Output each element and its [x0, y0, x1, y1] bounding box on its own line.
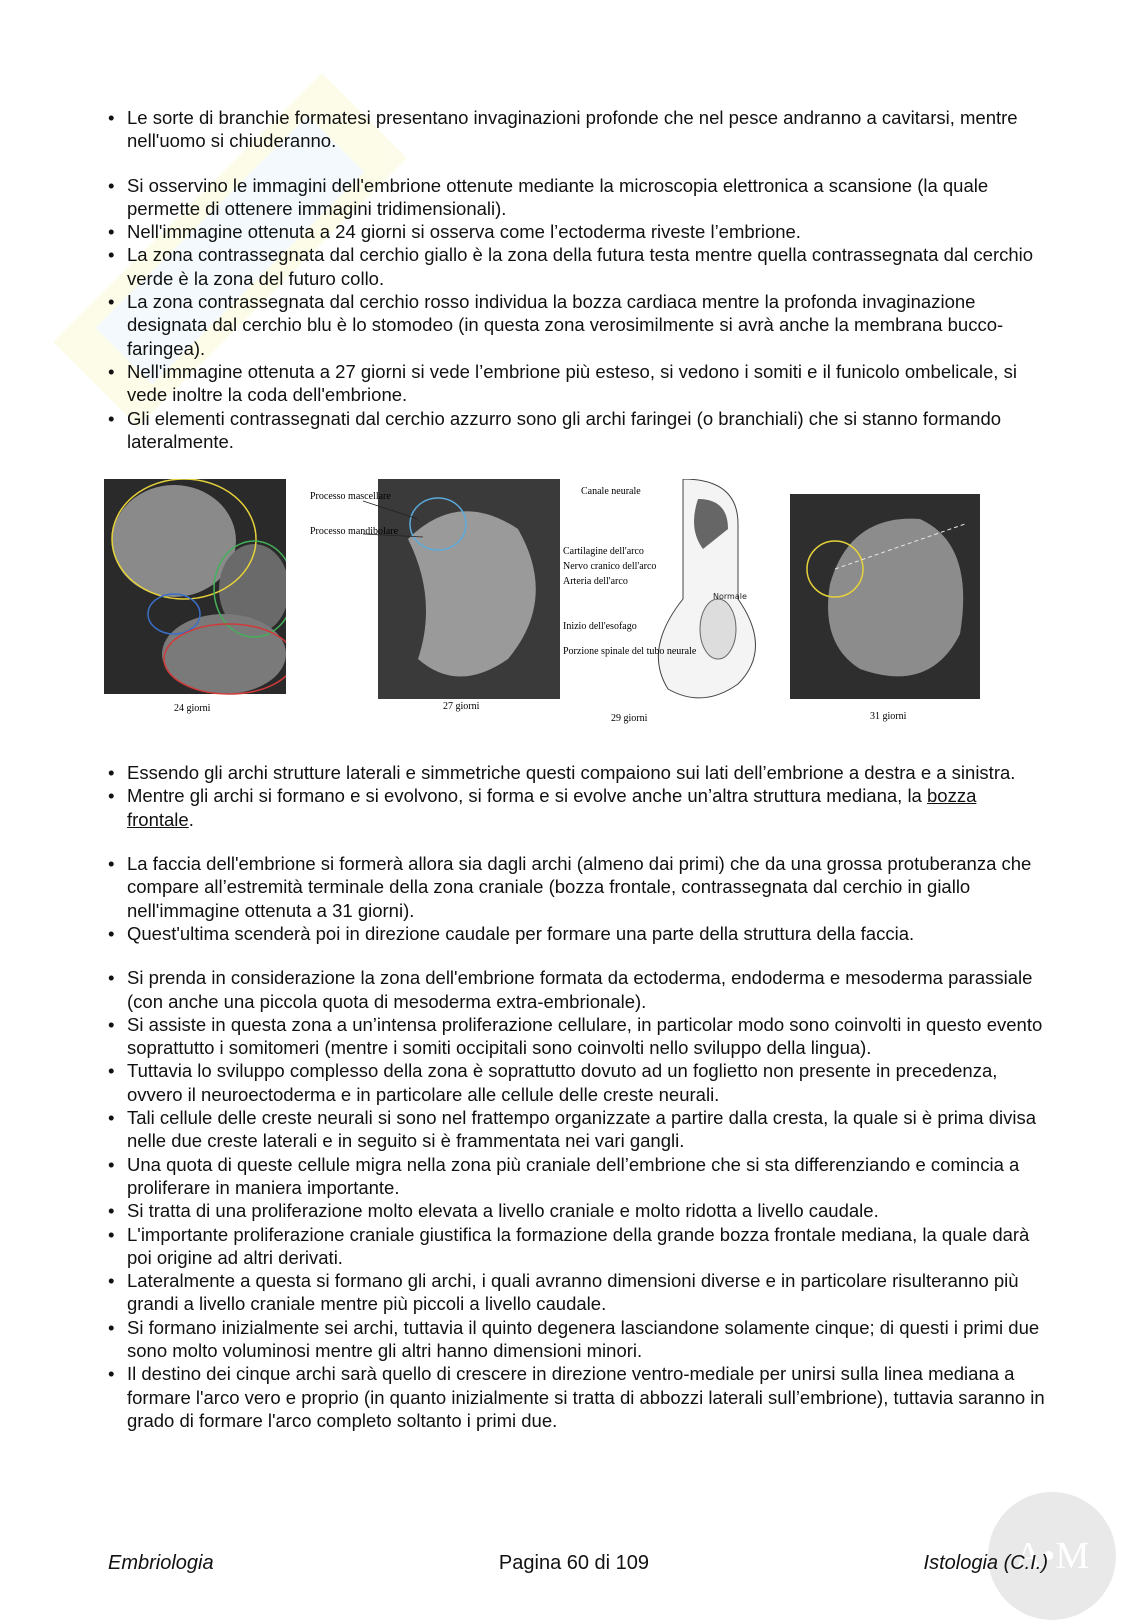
embryo-figure-strip — [108, 479, 1048, 749]
list-item: • Mentre gli archi si formano e si evolvono, si forma e si evolve anche un’altra struttura mediana, la bozza frontale. — [108, 784, 1048, 831]
label-canale-neurale: Canale neurale — [581, 486, 641, 498]
caption-24: 24 giorni — [174, 703, 211, 715]
list-item: • Si osservino le immagini dell'embrione ottenute mediante la microscopia elettronica a scansione (la quale permette di ottenere immagini tridimensionali). — [108, 174, 1048, 221]
list-item: • Il destino dei cinque archi sarà quello di crescere in direzione ventro-mediale per unirsi sulla linea mediana a formare l'arco vero e proprio (in quanto inizialmente si tratta di abbozzi laterali sull’embrione), tuttavia saranno in grado di formare l'arco completo soltanto i primi due. — [108, 1362, 1048, 1432]
list-item: • Gli elementi contrassegnati dal cerchio azzurro sono gli archi faringei (o branchiali) che si stanno formando lateralmente. — [108, 407, 1048, 454]
bullet-list-arches — [108, 761, 1048, 784]
footer-page-number: Pagina 60 di 109 — [498, 1552, 650, 1574]
list-item: • Essendo gli archi strutture laterali e simmetriche questi compaiono sui lati dell’embrione a destra e a sinistra. — [108, 761, 1048, 784]
list-item: • Tali cellule delle creste neurali si sono nel frattempo organizzate a partire dalla cresta, la quale si è prima divisa nelle due creste laterali e in seguito si è frammentata nei vari gangli. — [108, 1106, 1048, 1153]
list-item: • Una quota di queste cellule migra nella zona più craniale dell’embrione che si sta differenziando e comincia a proliferare in maniera importante. — [108, 1153, 1048, 1200]
embryo-27-days-image — [308, 479, 560, 719]
bullet-list-sem-images — [108, 174, 1048, 454]
list-item: • Lateralmente a questa si formano gli archi, i quali avranno dimensioni diverse e in particolare risulteranno più grandi a livello craniale mentre più piccoli a livello caudale. — [108, 1269, 1048, 1316]
list-item: • Quest'ultima scenderà poi in direzione caudale per formare una parte della struttura della faccia. — [108, 922, 1048, 945]
label-processo-mandibolare: Processo mandibolare — [310, 526, 399, 538]
bullet-list-gills — [108, 106, 1048, 153]
bozza-frontale-link[interactable]: bozza frontale — [127, 785, 977, 830]
label-nervo-cranico: Nervo cranico dell'arco — [563, 561, 657, 573]
bullet-list-face — [108, 852, 1048, 945]
list-item: • Si formano inizialmente sei archi, tuttavia il quinto degenera lasciandone solamente cinque; di questi i primi due sono molto voluminosi mentre gli altri hanno dimensioni minori. — [108, 1316, 1048, 1363]
list-item: • Nell'immagine ottenuta a 27 giorni si vede l’embrione più esteso, si vedono i somiti e il funicolo ombelicale, si vede inoltre la coda dell'embrione. — [108, 360, 1048, 407]
embryo-31-days-image — [790, 494, 980, 734]
list-item: • L'importante proliferazione craniale giustifica la formazione della grande bozza frontale mediana, la quale darà poi origine ad altri derivati. — [108, 1223, 1048, 1270]
footer-right: Istologia (C.I.) — [923, 1552, 1048, 1574]
list-item: • La zona contrassegnata dal cerchio giallo è la zona della futura testa mentre quella contrassegnata dal cerchio verde è la zona del futuro collo. — [108, 243, 1048, 290]
list-item: • Tuttavia lo sviluppo complesso della zona è soprattutto dovuto ad un foglietto non presente in precedenza, ovvero il neuroectoderma e in particolare alle cellule delle creste neurali. — [108, 1059, 1048, 1106]
page-content — [108, 106, 1048, 1432]
bullet-list-neural-crest — [108, 966, 1048, 1432]
am-logo: A•M — [988, 1492, 1116, 1620]
list-item: • La faccia dell'embrione si formerà allora sia dagli archi (almeno dai primi) che da una grossa protuberanza che compare all’estremità terminale della zona craniale (bozza frontale, contrassegnata dal cerchio in giallo nell'immagine ottenuta a 31 giorni). — [108, 852, 1048, 922]
list-item: • Le sorte di branchie formatesi presentano invaginazioni profonde che nel pesce andranno a cavitarsi, mentre nell'uomo si chiuderanno. — [108, 106, 1048, 153]
embryo-29-days-diagram — [563, 479, 788, 729]
caption-27: 27 giorni — [443, 701, 480, 713]
list-item: • Si prenda in considerazione la zona dell'embrione formata da ectoderma, endoderma e mesoderma parassiale (con anche una piccola quota di mesoderma extra-embrionale). — [108, 966, 1048, 1013]
label-porzione-spinale: Porzione spinale del tubo neurale — [563, 646, 697, 658]
footer-left: Embriologia — [108, 1552, 214, 1574]
label-arteria-arco: Arteria dell'arco — [563, 576, 628, 588]
list-item: • Si tratta di una proliferazione molto elevata a livello craniale e molto ridotta a livello caudale. — [108, 1199, 1048, 1222]
embryo-24-days-image — [104, 479, 286, 719]
caption-29: 29 giorni — [611, 713, 648, 725]
list-item: • La zona contrassegnata dal cerchio rosso individua la bozza cardiaca mentre la profonda invaginazione designata dal cerchio blu è lo stomodeo (in questa zona verosimilmente si avrà anche la membrana bucco-faringea). — [108, 290, 1048, 360]
caption-31: 31 giorni — [870, 711, 907, 723]
list-item: • Nell'immagine ottenuta a 24 giorni si osserva come l’ectoderma riveste l’embrione. — [108, 220, 1048, 243]
list-item: • Si assiste in questa zona a un’intensa proliferazione cellulare, in particolar modo sono coinvolti in questo evento soprattutto i somitomeri (mentre i somiti occipitali sono coinvolti nello sviluppo della lingua). — [108, 1013, 1048, 1060]
label-normale: Normale — [713, 592, 747, 602]
label-processo-mascellare: Processo mascellare — [310, 491, 391, 503]
bullet-list-bozza — [108, 784, 1048, 831]
label-inizio-esofago: Inizio dell'esofago — [563, 621, 637, 633]
label-cartilagine-arco: Cartilagine dell'arco — [563, 546, 644, 558]
